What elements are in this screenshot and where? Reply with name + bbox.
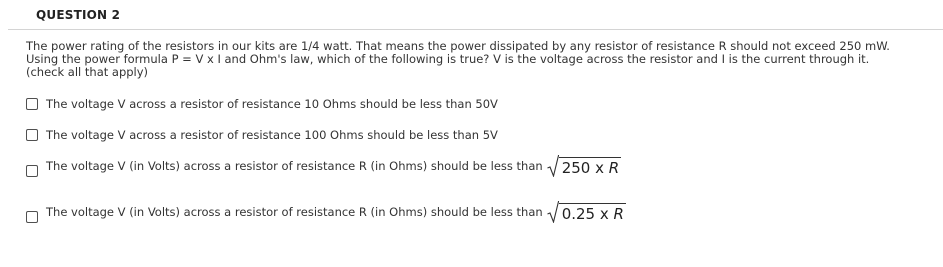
checkbox-option-3[interactable] bbox=[26, 165, 38, 177]
checkbox-option-4[interactable] bbox=[26, 211, 38, 223]
radicand-variable-option-3: R bbox=[608, 159, 620, 177]
sqrt-expression-option-4 bbox=[547, 201, 626, 223]
checkbox-option-2[interactable] bbox=[26, 129, 38, 141]
checkbox-option-1[interactable] bbox=[26, 98, 38, 110]
answer-option-3[interactable] bbox=[26, 155, 621, 177]
question-title: QUESTION 2 bbox=[36, 8, 121, 22]
option-1-label: The voltage V across a resistor of resistance 10 Ohms should be less than 50V bbox=[46, 97, 498, 111]
question-header bbox=[8, 2, 943, 30]
answer-option-2[interactable] bbox=[26, 128, 498, 142]
sqrt-expression-option-3 bbox=[547, 155, 622, 177]
square-root-icon bbox=[547, 201, 559, 223]
option-3-label: The voltage V (in Volts) across a resistor of resistance R (in Ohms) should be less than bbox=[46, 159, 543, 173]
radicand-option-4 bbox=[559, 203, 626, 223]
square-root-icon bbox=[547, 155, 559, 177]
option-4-label: The voltage V (in Volts) across a resistor of resistance R (in Ohms) should be less than bbox=[46, 205, 543, 219]
radicand-number-option-4: 0.25 x bbox=[561, 205, 609, 223]
option-2-label: The voltage V across a resistor of resistance 100 Ohms should be less than 5V bbox=[46, 128, 498, 142]
radicand-option-3 bbox=[559, 157, 622, 177]
radicand-variable-option-4: R bbox=[613, 205, 624, 223]
answer-option-4[interactable] bbox=[26, 201, 626, 223]
radicand-number-option-3: 250 x bbox=[561, 159, 604, 177]
question-prompt: The power rating of the resistors in our kits are 1/4 watt. That means the power dissipated by any resistor of resistance R should not exceed 250 mW. Using the power formula P = V x I and Ohm's law, which of the following is true? V is the voltage across the resistor and I is the current through it. (check all that apply) bbox=[26, 39, 890, 79]
answer-option-1[interactable] bbox=[26, 97, 498, 111]
